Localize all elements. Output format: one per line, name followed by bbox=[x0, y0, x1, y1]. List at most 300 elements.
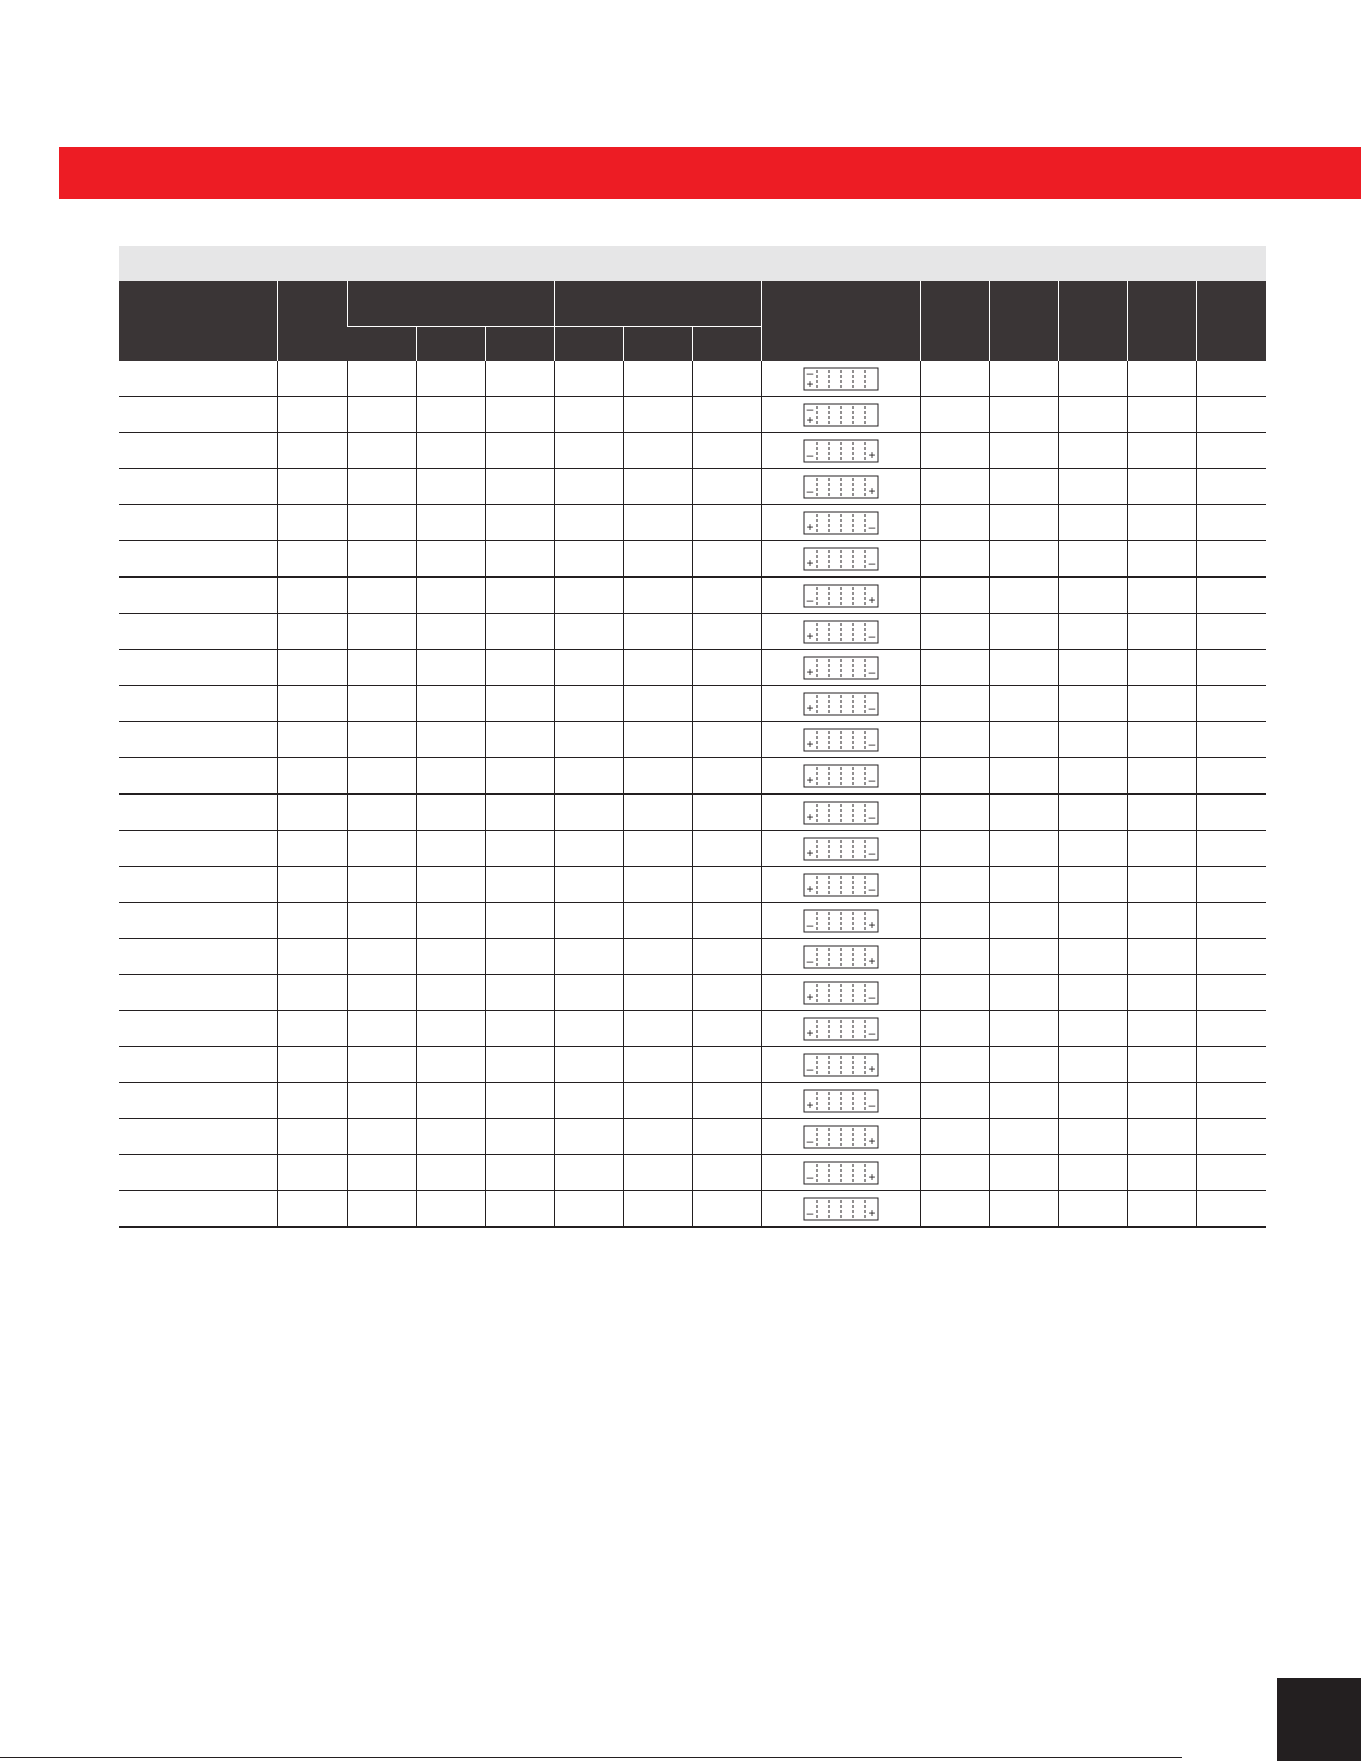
table-cell bbox=[623, 469, 692, 505]
table-cell bbox=[277, 867, 347, 903]
table-row bbox=[119, 722, 1266, 758]
table-cell bbox=[119, 831, 277, 867]
table-cell bbox=[1196, 794, 1266, 831]
table-cell bbox=[347, 794, 416, 831]
table-cell bbox=[920, 903, 989, 939]
table-cell bbox=[277, 939, 347, 975]
terminal-layout-cell bbox=[761, 1011, 920, 1047]
negative-terminal-label: – bbox=[806, 366, 813, 380]
table-cell bbox=[416, 361, 485, 397]
table-row bbox=[119, 1011, 1266, 1047]
table-row bbox=[119, 1083, 1266, 1119]
table-cell bbox=[416, 433, 485, 469]
table-row bbox=[119, 469, 1266, 505]
sub-header-b2 bbox=[623, 327, 692, 362]
battery-terminal-layout-icon bbox=[803, 439, 879, 463]
table-cell bbox=[989, 867, 1058, 903]
table-row bbox=[119, 794, 1266, 831]
table-cell bbox=[554, 541, 623, 578]
table-cell bbox=[485, 831, 554, 867]
table-cell bbox=[119, 1047, 277, 1083]
terminal-layout-cell bbox=[761, 794, 920, 831]
table-cell bbox=[416, 939, 485, 975]
table-cell bbox=[623, 433, 692, 469]
table-cell bbox=[347, 541, 416, 578]
table-cell bbox=[347, 975, 416, 1011]
table-cell bbox=[416, 1083, 485, 1119]
table-cell bbox=[485, 1155, 554, 1191]
table-cell bbox=[277, 975, 347, 1011]
table-cell bbox=[989, 650, 1058, 686]
table-cell bbox=[347, 1191, 416, 1228]
table-cell bbox=[920, 1083, 989, 1119]
table-cell bbox=[623, 1191, 692, 1228]
terminal-layout-cell bbox=[761, 903, 920, 939]
table-cell bbox=[1058, 1191, 1127, 1228]
table-cell bbox=[920, 397, 989, 433]
table-cell bbox=[623, 903, 692, 939]
table-cell bbox=[416, 614, 485, 650]
table-cell bbox=[1127, 433, 1196, 469]
table-cell bbox=[277, 722, 347, 758]
table-cell bbox=[1058, 650, 1127, 686]
table-cell bbox=[554, 433, 623, 469]
negative-terminal-label: – bbox=[806, 1205, 813, 1220]
table-cell bbox=[416, 541, 485, 578]
table-cell bbox=[989, 1011, 1058, 1047]
table-cell bbox=[920, 541, 989, 578]
table-cell bbox=[623, 505, 692, 541]
table-cell bbox=[1196, 758, 1266, 795]
negative-terminal-label: – bbox=[868, 989, 875, 1004]
table-cell bbox=[485, 650, 554, 686]
col-header-spec-5 bbox=[1196, 281, 1266, 361]
negative-terminal-label: – bbox=[806, 953, 813, 968]
table-cell bbox=[1196, 903, 1266, 939]
table-cell bbox=[623, 975, 692, 1011]
table-cell bbox=[989, 758, 1058, 795]
table-cell bbox=[692, 397, 761, 433]
table-cell bbox=[554, 1155, 623, 1191]
table-cell bbox=[692, 1011, 761, 1047]
positive-terminal-label: + bbox=[806, 412, 814, 427]
table-cell bbox=[920, 831, 989, 867]
table-row bbox=[119, 397, 1266, 433]
table-cell bbox=[347, 1083, 416, 1119]
table-cell bbox=[416, 1011, 485, 1047]
table-cell bbox=[119, 867, 277, 903]
table-cell bbox=[347, 1011, 416, 1047]
table-cell bbox=[277, 361, 347, 397]
col-header-spec-3 bbox=[1058, 281, 1127, 361]
table-cell bbox=[1058, 794, 1127, 831]
table-cell bbox=[1196, 505, 1266, 541]
table-cell bbox=[1196, 1191, 1266, 1228]
table-cell bbox=[554, 1191, 623, 1228]
table-cell bbox=[416, 831, 485, 867]
positive-terminal-label: + bbox=[806, 376, 814, 391]
battery-terminal-layout-icon bbox=[803, 1161, 879, 1185]
table-cell bbox=[920, 1191, 989, 1228]
table-cell bbox=[1196, 577, 1266, 614]
battery-terminal-layout-icon bbox=[803, 475, 879, 499]
terminal-layout-cell bbox=[761, 686, 920, 722]
table-cell bbox=[1127, 686, 1196, 722]
table-cell bbox=[554, 469, 623, 505]
table-cell bbox=[416, 686, 485, 722]
table-cell bbox=[920, 469, 989, 505]
table-cell bbox=[277, 1191, 347, 1228]
positive-terminal-label: + bbox=[868, 917, 876, 932]
table-cell bbox=[1127, 541, 1196, 578]
table-cell bbox=[554, 1119, 623, 1155]
battery-terminal-layout-icon bbox=[803, 1125, 879, 1149]
table-cell bbox=[989, 505, 1058, 541]
table-row bbox=[119, 1191, 1266, 1228]
negative-terminal-label: – bbox=[868, 772, 875, 787]
terminal-layout-cell bbox=[761, 541, 920, 578]
col-header-part-number bbox=[119, 281, 277, 361]
table-cell bbox=[485, 903, 554, 939]
sub-header-a2 bbox=[416, 327, 485, 362]
table-cell bbox=[692, 1047, 761, 1083]
table-cell bbox=[920, 1155, 989, 1191]
table-cell bbox=[692, 831, 761, 867]
table-cell bbox=[554, 1047, 623, 1083]
table-row bbox=[119, 1155, 1266, 1191]
table-cell bbox=[623, 650, 692, 686]
sub-header-a3 bbox=[485, 327, 554, 362]
table-cell bbox=[485, 1047, 554, 1083]
table-cell bbox=[1058, 939, 1127, 975]
table-cell bbox=[989, 831, 1058, 867]
table-cell bbox=[277, 903, 347, 939]
table-cell bbox=[1058, 433, 1127, 469]
negative-terminal-label: – bbox=[868, 736, 875, 751]
table-cell bbox=[347, 758, 416, 795]
table-cell bbox=[485, 361, 554, 397]
positive-terminal-label: + bbox=[806, 736, 814, 751]
table-cell bbox=[692, 975, 761, 1011]
table-cell bbox=[119, 361, 277, 397]
table-cell bbox=[1127, 1191, 1196, 1228]
negative-terminal-label: – bbox=[868, 664, 875, 679]
table-cell bbox=[554, 505, 623, 541]
table-cell bbox=[347, 1119, 416, 1155]
table-cell bbox=[920, 686, 989, 722]
table-cell bbox=[119, 1011, 277, 1047]
table-cell bbox=[1058, 686, 1127, 722]
table-cell bbox=[920, 1119, 989, 1155]
table-cell bbox=[485, 1119, 554, 1155]
table-cell bbox=[1196, 614, 1266, 650]
terminal-layout-cell bbox=[761, 361, 920, 397]
specification-table bbox=[119, 281, 1266, 1228]
table-cell bbox=[920, 505, 989, 541]
table-cell bbox=[920, 577, 989, 614]
table-cell bbox=[347, 433, 416, 469]
table-cell bbox=[692, 722, 761, 758]
table-cell bbox=[623, 1011, 692, 1047]
negative-terminal-label: – bbox=[806, 917, 813, 932]
positive-terminal-label: + bbox=[806, 664, 814, 679]
table-cell bbox=[1127, 650, 1196, 686]
positive-terminal-label: + bbox=[868, 447, 876, 462]
table-cell bbox=[920, 1047, 989, 1083]
terminal-layout-cell bbox=[761, 1047, 920, 1083]
negative-terminal-label: – bbox=[868, 700, 875, 715]
table-row bbox=[119, 361, 1266, 397]
table-cell bbox=[1127, 758, 1196, 795]
table-cell bbox=[692, 361, 761, 397]
table-cell bbox=[1058, 758, 1127, 795]
table-row bbox=[119, 433, 1266, 469]
table-cell bbox=[1196, 722, 1266, 758]
table-cell bbox=[119, 1191, 277, 1228]
table-cell bbox=[277, 758, 347, 795]
table-cell bbox=[277, 397, 347, 433]
table-cell bbox=[1196, 975, 1266, 1011]
terminal-layout-cell bbox=[761, 614, 920, 650]
terminal-layout-cell bbox=[761, 1119, 920, 1155]
table-cell bbox=[920, 1011, 989, 1047]
table-cell bbox=[416, 1047, 485, 1083]
table-cell bbox=[554, 650, 623, 686]
table-cell bbox=[485, 397, 554, 433]
table-cell bbox=[692, 939, 761, 975]
table-cell bbox=[920, 867, 989, 903]
table-cell bbox=[623, 1047, 692, 1083]
table-cell bbox=[485, 469, 554, 505]
col-header-spec-1 bbox=[920, 281, 989, 361]
battery-terminal-layout-icon bbox=[803, 511, 879, 535]
table-cell bbox=[416, 903, 485, 939]
table-body bbox=[119, 361, 1266, 1227]
table-cell bbox=[1058, 831, 1127, 867]
table-cell bbox=[1058, 397, 1127, 433]
col-header-group-size bbox=[277, 281, 347, 361]
table-cell bbox=[1127, 397, 1196, 433]
table-cell bbox=[485, 975, 554, 1011]
table-cell bbox=[485, 433, 554, 469]
table-cell bbox=[1196, 397, 1266, 433]
table-cell bbox=[1127, 505, 1196, 541]
table-cell bbox=[1127, 831, 1196, 867]
table-cell bbox=[1058, 1083, 1127, 1119]
table-cell bbox=[347, 903, 416, 939]
table-cell bbox=[692, 577, 761, 614]
table-cell bbox=[1196, 831, 1266, 867]
table-cell bbox=[989, 903, 1058, 939]
table-cell bbox=[554, 686, 623, 722]
table-row bbox=[119, 614, 1266, 650]
table-cell bbox=[623, 361, 692, 397]
table-cell bbox=[347, 614, 416, 650]
table-cell bbox=[485, 614, 554, 650]
table-cell bbox=[119, 975, 277, 1011]
table-cell bbox=[989, 686, 1058, 722]
table-cell bbox=[692, 903, 761, 939]
table-cell bbox=[554, 794, 623, 831]
terminal-layout-cell bbox=[761, 722, 920, 758]
positive-terminal-label: + bbox=[868, 483, 876, 498]
section-header-band bbox=[59, 147, 1361, 199]
terminal-layout-cell bbox=[761, 867, 920, 903]
table-cell bbox=[1127, 361, 1196, 397]
table-cell bbox=[416, 1191, 485, 1228]
table-cell bbox=[554, 758, 623, 795]
positive-terminal-label: + bbox=[806, 845, 814, 860]
table-cell bbox=[554, 975, 623, 1011]
battery-terminal-layout-icon bbox=[803, 1197, 879, 1221]
terminal-layout-cell bbox=[761, 1083, 920, 1119]
table-cell bbox=[623, 577, 692, 614]
col-header-terminal-layout bbox=[761, 281, 920, 361]
table-cell bbox=[1127, 939, 1196, 975]
table-cell bbox=[554, 614, 623, 650]
table-cell bbox=[1196, 433, 1266, 469]
table-cell bbox=[119, 939, 277, 975]
table-cell bbox=[347, 469, 416, 505]
table-cell bbox=[1196, 361, 1266, 397]
table-cell bbox=[920, 939, 989, 975]
battery-terminal-layout-icon bbox=[803, 1053, 879, 1077]
table-cell bbox=[920, 433, 989, 469]
negative-terminal-label: – bbox=[868, 519, 875, 534]
table-cell bbox=[692, 758, 761, 795]
table-cell bbox=[277, 650, 347, 686]
table-cell bbox=[1058, 1047, 1127, 1083]
positive-terminal-label: + bbox=[868, 1169, 876, 1184]
terminal-layout-cell bbox=[761, 1191, 920, 1228]
table-cell bbox=[989, 1155, 1058, 1191]
table-cell bbox=[989, 1047, 1058, 1083]
table-cell bbox=[485, 541, 554, 578]
col-header-group-b bbox=[554, 281, 761, 327]
table-row bbox=[119, 541, 1266, 578]
table-cell bbox=[989, 1191, 1058, 1228]
table-cell bbox=[277, 686, 347, 722]
table-cell bbox=[623, 794, 692, 831]
table-cell bbox=[119, 577, 277, 614]
table-cell bbox=[554, 903, 623, 939]
table-cell bbox=[119, 469, 277, 505]
table-cell bbox=[277, 433, 347, 469]
terminal-layout-cell bbox=[761, 397, 920, 433]
table-cell bbox=[1196, 867, 1266, 903]
terminal-layout-cell bbox=[761, 505, 920, 541]
negative-terminal-label: – bbox=[806, 1133, 813, 1148]
positive-terminal-label: + bbox=[806, 1025, 814, 1040]
table-cell bbox=[277, 794, 347, 831]
positive-terminal-label: + bbox=[806, 1097, 814, 1112]
table-cell bbox=[277, 505, 347, 541]
table-cell bbox=[692, 1119, 761, 1155]
positive-terminal-label: + bbox=[806, 519, 814, 534]
table-cell bbox=[554, 361, 623, 397]
table-row bbox=[119, 686, 1266, 722]
table-cell bbox=[485, 867, 554, 903]
table-cell bbox=[119, 397, 277, 433]
table-cell bbox=[692, 686, 761, 722]
table-cell bbox=[119, 758, 277, 795]
battery-terminal-layout-icon bbox=[803, 728, 879, 752]
table-cell bbox=[347, 722, 416, 758]
table-cell bbox=[623, 1155, 692, 1191]
table-cell bbox=[347, 939, 416, 975]
table-cell bbox=[1058, 614, 1127, 650]
table-cell bbox=[485, 686, 554, 722]
table-cell bbox=[416, 722, 485, 758]
table-cell bbox=[1196, 1011, 1266, 1047]
battery-terminal-layout-icon bbox=[803, 656, 879, 680]
table-cell bbox=[692, 650, 761, 686]
table-cell bbox=[989, 433, 1058, 469]
table-cell bbox=[1127, 1119, 1196, 1155]
table-row bbox=[119, 650, 1266, 686]
table-cell bbox=[554, 1011, 623, 1047]
table-cell bbox=[416, 867, 485, 903]
table-cell bbox=[989, 614, 1058, 650]
positive-terminal-label: + bbox=[868, 1205, 876, 1220]
table-cell bbox=[119, 722, 277, 758]
negative-terminal-label: – bbox=[806, 402, 813, 416]
table-cell bbox=[1127, 1047, 1196, 1083]
table-cell bbox=[623, 614, 692, 650]
table-cell bbox=[119, 433, 277, 469]
negative-terminal-label: – bbox=[868, 1097, 875, 1112]
positive-terminal-label: + bbox=[806, 881, 814, 896]
table-cell bbox=[347, 867, 416, 903]
terminal-layout-cell bbox=[761, 469, 920, 505]
col-header-group-a bbox=[347, 281, 554, 327]
sub-header-b3 bbox=[692, 327, 761, 362]
table-cell bbox=[485, 505, 554, 541]
terminal-layout-cell bbox=[761, 758, 920, 795]
table-cell bbox=[1127, 469, 1196, 505]
positive-terminal-label: + bbox=[868, 953, 876, 968]
table-cell bbox=[1058, 541, 1127, 578]
table-cell bbox=[1058, 1119, 1127, 1155]
table-cell bbox=[554, 1083, 623, 1119]
table-cell bbox=[1058, 505, 1127, 541]
table-cell bbox=[347, 577, 416, 614]
table-cell bbox=[1058, 469, 1127, 505]
battery-terminal-layout-icon bbox=[803, 764, 879, 788]
table-cell bbox=[920, 614, 989, 650]
table-cell bbox=[119, 1119, 277, 1155]
table-row bbox=[119, 867, 1266, 903]
table-cell bbox=[485, 1011, 554, 1047]
table-cell bbox=[554, 939, 623, 975]
table-cell bbox=[119, 650, 277, 686]
positive-terminal-label: + bbox=[806, 555, 814, 570]
table-cell bbox=[623, 722, 692, 758]
table-cell bbox=[1196, 1119, 1266, 1155]
table-cell bbox=[277, 1083, 347, 1119]
battery-terminal-layout-icon bbox=[803, 367, 879, 391]
table-cell bbox=[989, 722, 1058, 758]
table-cell bbox=[347, 397, 416, 433]
sub-header-a1 bbox=[347, 327, 416, 362]
table-cell bbox=[347, 505, 416, 541]
positive-terminal-label: + bbox=[806, 989, 814, 1004]
table-cell bbox=[692, 794, 761, 831]
table-cell bbox=[989, 541, 1058, 578]
battery-terminal-layout-icon bbox=[803, 909, 879, 933]
table-cell bbox=[1196, 939, 1266, 975]
table-cell bbox=[485, 1083, 554, 1119]
